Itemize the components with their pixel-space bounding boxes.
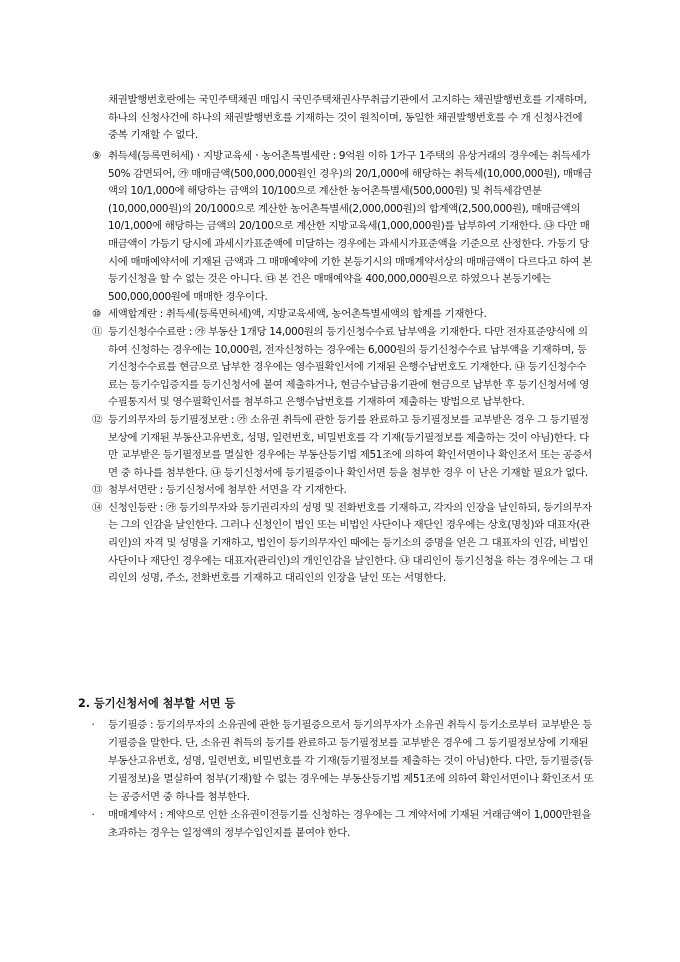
bullet-text: 등기필증 : 등기의무자의 소유권에 관한 등기필증으로서 등기의무자가 소유권 취득시 등기소로부터 교부받은 등기필증을 말한다. 단, 소유권 취득의 등기를 완료하고 등기필정보를 교부받은 경우에 그 등기필정보상에 기재된 부동산고유번호, 성명, 일련번호, 비밀번호를 각 기재(등기필정보를 제출하는 것이 아님)한다. 다만, 등기필증(등기필정보)을 멸실하여 첨부(기재)할 수 없는 경우에는 부동산등기법 제51조에 의하여 확인서면이나 확인조서 또는 공증서면 중 하나를 첨부한다. xyxy=(108,719,594,803)
list-item xyxy=(92,324,596,412)
bullet-item xyxy=(78,806,598,842)
instruction-list xyxy=(92,148,596,588)
bullet-dot: · xyxy=(91,719,95,731)
attachments-section xyxy=(78,695,598,842)
item-text: 세액합계란 : 취득세(등록면허세)액, 지방교육세액, 농어촌특별세액의 합계를 기재한다. xyxy=(108,308,487,321)
list-item xyxy=(92,500,596,588)
item-text: 첨부서면란 : 등기신청서에 첨부한 서면을 각 기재한다. xyxy=(108,484,347,497)
intro-paragraph: 채권발행번호란에는 국민주택채권 매입시 국민주택채권사무취급기관에서 고지하는 채권발행번호를 기재하며, 하나의 신청사건에 하나의 채권발행번호를 기재하는 것이 원칙이며, 동일한 채권발행번호를 수 개 신청사건에 중복 기재할 수 없다. xyxy=(108,94,587,142)
item-number: ⑨ xyxy=(92,150,102,162)
list-item xyxy=(92,412,596,482)
bullet-dot: · xyxy=(91,809,95,821)
item-text: 취득세(등록면허세)ㆍ지방교육세ㆍ농어촌특별세란 : 9억원 이하 1가구 1주택의 유상거래의 경우에는 취득세가 50% 감면되어, ㉮ 매매금액(500,000,000원인 경우)의 20/1,000에 해당하는 취득세(10,000,000원), 매매금액의 10/1,000에 해당하는 금액의 10/100으로 계산한 농어촌특별세(500,000원) 및 취득세감면분(10,000,000원)의 20/1000으로 계산한 농어촌특별세(2,000,000원)의 합계액(2,500,000원), 매매금액의 10/1,000에 해당하는 금액의 20/100으로 계산한 지방교육세(1,000,000원)를 납부하여 기재한다. ㉯ 다만 매매금액이 가등기 당시에 과세시가표준액에 미달하는 경우에는 과세시가표준액을 기준으로 산정한다. 가등기 당시에 매매예약서에 기재된 금액과 그 매매예약에 기한 본등기시의 매매계약서상의 매매금액이 다르다고 하여 본등기신청을 할 수 없는 것은 아니다. ㉰ 본 건은 매매예약을 400,000,000원으로 하였으나 본등기에는 500,000,000원에 매매한 경우이다. xyxy=(108,150,593,303)
item-number: ⑪ xyxy=(92,325,103,338)
item-number: ⑩ xyxy=(92,308,102,321)
bullet-item xyxy=(78,716,598,806)
item-number: ⑬ xyxy=(92,484,103,497)
list-item xyxy=(92,306,596,324)
list-item xyxy=(92,148,596,306)
item-text: 등기신청수수료란 : ㉮ 부동산 1개당 14,000원의 등기신청수수료 납부액을 기재한다. 다만 전자표준양식에 의하여 신청하는 경우에는 10,000원, 전자신청하는 경우에는 6,000원의 등기신청수수료 납부액을 기재하며, 등기신청수수료를 현금으로 납부한 경우에는 영수필확인서에 기재된 은행수납번호도 기재한다. ㉯ 등기신청수수료는 등기수입증지를 등기신청서에 붙여 제출하거나, 현금수납금융기관에 현금으로 납부한 후 등기신청서에 영수필통지서 및 영수필확인서를 첨부하고 은행수납번호를 기재하여 제출하는 방법으로 납부한다. xyxy=(108,325,589,409)
list-item xyxy=(92,482,596,500)
item-number: ⑫ xyxy=(92,413,103,426)
item-text: 등기의무자의 등기필정보란 : ㉮ 소유권 취득에 관한 등기를 완료하고 등기필정보를 교부받은 경우 그 등기필정보상에 기재된 부동산고유번호, 성명, 일련번호, 비밀번호를 각 기재(등기필정보를 제출하는 것이 아님)한다. 다만 교부받은 등기필정보를 멸실한 경우에는 부동산등기법 제51조에 의하여 확인서면이나 확인조서 또는 공증서면 중 하나를 첨부한다. ㉯ 등기신청서에 등기필증이나 확인서면 등을 첨부한 경우 이 난은 기재할 필요가 없다. xyxy=(108,413,592,479)
item-text: 신청인등란 : ㉮ 등기의무자와 등기권리자의 성명 및 전화번호를 기재하고, 각자의 인장을 날인하되, 등기의무자는 그의 인감을 날인한다. 그러나 신청인이 법인 또는 비법인 사단이나 재단인 경우에는 상호(명칭)와 대표자(관리인)의 자격 및 성명을 기재하고, 법인이 등기의무자인 때에는 등기소의 증명을 얻은 그 대표자의 인감, 비법인 사단이나 재단인 경우에는 대표자(관리인)의 개인인감을 날인한다. ㉯ 대리인이 등기신청을 하는 경우에는 그 대리인의 성명, 주소, 전화번호를 기재하고 대리인의 인장을 날인 또는 서명한다. xyxy=(108,501,594,585)
item-number: ⑭ xyxy=(92,501,103,514)
section-heading: 2. 등기신청서에 첨부할 서면 등 xyxy=(78,697,236,710)
bullet-text: 매매계약서 : 계약으로 인한 소유권이전등기를 신청하는 경우에는 그 계약서에 기재된 거래금액이 1,000만원을 초과하는 경우는 일정액의 정부수입인지를 붙여야 한다. xyxy=(108,809,592,839)
